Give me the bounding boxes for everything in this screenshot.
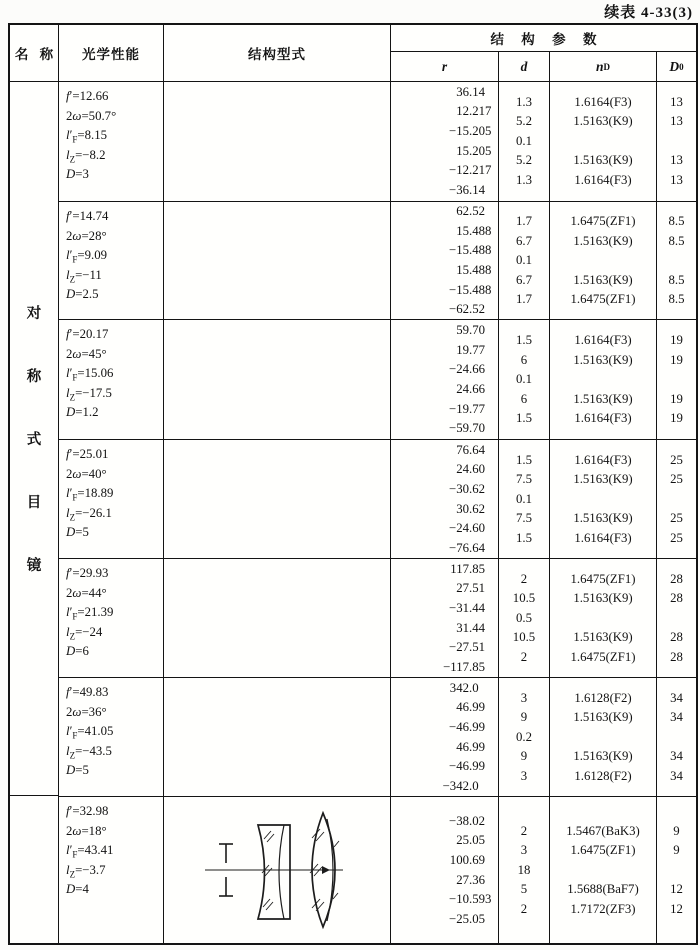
optical-performance-cell bbox=[59, 678, 164, 796]
optical-spec-line: 2ω=18° bbox=[66, 823, 107, 838]
optical-spec-line: $l'_F=18.89$ bbox=[66, 486, 114, 503]
d-value: 3 bbox=[520, 690, 528, 705]
r-value: 15 .205 bbox=[456, 143, 492, 158]
D0-value: 9 bbox=[673, 823, 680, 838]
structure-type-cell bbox=[164, 440, 391, 558]
r-value: 24 .66 bbox=[456, 382, 485, 396]
r-value: −10 .593 bbox=[448, 892, 492, 907]
nD-value: 1.5163(K9) bbox=[573, 272, 633, 287]
d-value: 1.5 bbox=[516, 411, 532, 426]
d-value: 2 bbox=[520, 571, 528, 586]
nD-value: 1.6475(ZF1) bbox=[570, 214, 636, 228]
D0-value: 9 bbox=[673, 843, 680, 858]
r-value: −12 .217 bbox=[448, 163, 492, 178]
D0-value: 25 bbox=[670, 511, 683, 526]
header-structure-parameters: 结 构 参 数 bbox=[391, 25, 696, 52]
D0-value: 28 bbox=[670, 649, 683, 664]
d-value: 6.7 bbox=[516, 272, 532, 287]
D0-column-cell bbox=[657, 202, 696, 319]
nD-column-cell bbox=[550, 797, 657, 943]
nD-value: 1.5163(K9) bbox=[573, 749, 633, 764]
d-value: 3 bbox=[520, 843, 528, 858]
optical-spec-line: D=2.5 bbox=[66, 287, 99, 302]
D0-column-cell bbox=[657, 320, 696, 439]
d-value: 1.7 bbox=[516, 292, 532, 307]
nD-value: 1.6164(F3) bbox=[574, 94, 632, 109]
nD-value: 1.6475(ZF1) bbox=[570, 649, 636, 664]
group-label-char: 镜 bbox=[26, 558, 42, 574]
d-column-cell bbox=[499, 559, 550, 677]
d-value: 1.3 bbox=[516, 172, 532, 187]
optical-spec-line: f′=29.93 bbox=[66, 566, 109, 580]
d-value: 3 bbox=[520, 768, 528, 783]
lens-data-block bbox=[59, 796, 696, 943]
structure-type-cell bbox=[164, 320, 391, 439]
r-value: −27 .51 bbox=[448, 640, 485, 655]
D0-value: 8.5 bbox=[668, 292, 685, 307]
optical-spec-line: $l'_F=43.41$ bbox=[66, 843, 114, 860]
optical-performance-cell bbox=[59, 797, 164, 943]
lens-data-block bbox=[59, 439, 696, 558]
group-label-char: 目 bbox=[26, 495, 42, 511]
structure-type-cell bbox=[164, 678, 391, 796]
lens-data-block bbox=[59, 677, 696, 796]
r-column-cell bbox=[391, 678, 499, 796]
optical-spec-line: D=1.2 bbox=[66, 405, 99, 420]
header-sub-r: r bbox=[391, 52, 499, 81]
lens-data-block bbox=[59, 82, 696, 201]
optical-spec-line: $l'_F=9.09$ bbox=[66, 248, 108, 265]
D0-column-cell bbox=[657, 797, 696, 943]
r-value: −342 .0 bbox=[442, 778, 479, 793]
D0-value: 19 bbox=[670, 411, 683, 426]
d-value: 18 bbox=[517, 862, 531, 877]
optical-spec-line: 2ω=45° bbox=[66, 346, 107, 361]
d-column-cell bbox=[499, 320, 550, 439]
group-label-char: 式 bbox=[26, 432, 42, 448]
header-sub-row bbox=[391, 52, 696, 81]
optical-spec-line: 2ω=40° bbox=[66, 466, 107, 481]
header-sub-nD: n D bbox=[550, 52, 657, 81]
table-body bbox=[10, 82, 696, 943]
data-blocks bbox=[59, 82, 696, 943]
d-column-cell bbox=[499, 678, 550, 796]
d-value: 0.2 bbox=[516, 729, 532, 744]
group-label-symmetric-eyepiece bbox=[10, 82, 58, 796]
d-value: 2 bbox=[520, 823, 528, 838]
optical-spec-line: D=4 bbox=[66, 882, 89, 897]
r-value: −31 .44 bbox=[448, 600, 485, 615]
d-column-cell bbox=[499, 202, 550, 319]
nD-value: 1.5163(K9) bbox=[573, 472, 633, 487]
group-label-char: 对 bbox=[26, 306, 42, 322]
table-header-row bbox=[10, 25, 696, 82]
header-optical-performance: 光学性能 bbox=[59, 25, 164, 81]
optical-performance-cell bbox=[59, 320, 164, 439]
optical-performance-cell bbox=[59, 559, 164, 677]
r-value: −38 .02 bbox=[448, 813, 485, 828]
nD-column-cell bbox=[550, 678, 657, 796]
D0-value: 34 bbox=[670, 690, 683, 705]
optical-spec-line: f′=32.98 bbox=[66, 804, 109, 818]
d-column-cell bbox=[499, 82, 550, 201]
nD-value: 1.6475(ZF1) bbox=[570, 843, 636, 858]
nD-value: 1.6475(ZF1) bbox=[570, 571, 636, 586]
r-value: 24 .60 bbox=[456, 462, 485, 477]
optical-spec-line: $l'_F=8.15$ bbox=[66, 128, 108, 145]
D0-value: 34 bbox=[670, 768, 683, 783]
structure-type-cell bbox=[164, 82, 391, 201]
d-value: 0.1 bbox=[516, 253, 532, 268]
r-value: 27 .51 bbox=[456, 581, 485, 596]
nD-value: 1.5688(BaF7) bbox=[567, 882, 639, 897]
r-value: 117 .85 bbox=[450, 561, 485, 576]
r-value: −24 .60 bbox=[448, 521, 485, 536]
r-value: 36 .14 bbox=[456, 84, 485, 99]
nD-column-cell bbox=[550, 559, 657, 677]
d-value: 7.5 bbox=[516, 472, 532, 487]
d-value: 5 bbox=[520, 882, 528, 897]
page-title: 续表 4-33(3) bbox=[604, 5, 693, 21]
D0-value: 19 bbox=[670, 391, 683, 406]
optical-spec-line: $l'_F=41.05$ bbox=[66, 724, 114, 741]
optical-spec-line: f′=14.74 bbox=[66, 209, 109, 223]
nD-value: 1.6164(F3) bbox=[574, 411, 632, 426]
d-value: 1.5 bbox=[516, 452, 532, 467]
nD-value: 1.5163(K9) bbox=[573, 591, 633, 606]
nD-value: 1.5163(K9) bbox=[573, 233, 633, 248]
nD-value: 1.5163(K9) bbox=[573, 710, 633, 725]
r-value: 31 .44 bbox=[456, 620, 485, 635]
nD-value: 1.6164(F3) bbox=[574, 333, 632, 347]
group-label-char: 称 bbox=[26, 369, 42, 385]
d-value: 2 bbox=[520, 649, 528, 664]
nD-value: 1.6475(ZF1) bbox=[570, 292, 636, 307]
nD-value: 1.6164(F3) bbox=[574, 530, 632, 545]
r-column-cell bbox=[391, 440, 499, 558]
header-structure-type: 结构型式 bbox=[164, 25, 391, 81]
D0-value: 34 bbox=[670, 749, 683, 764]
nD-value: 1.6128(F2) bbox=[574, 768, 632, 783]
optical-spec-line: D=5 bbox=[66, 763, 89, 778]
optical-performance-cell bbox=[59, 440, 164, 558]
optical-spec-line: $l_Z=-3.7$ bbox=[66, 862, 106, 880]
optical-spec-line: $l_Z=-11$ bbox=[66, 267, 102, 285]
r-column-cell bbox=[391, 797, 499, 943]
r-value: −24 .66 bbox=[448, 362, 485, 377]
optical-spec-line: f′=25.01 bbox=[66, 447, 109, 461]
optical-spec-line: $l'_F=21.39$ bbox=[66, 605, 114, 622]
r-value: −15 .205 bbox=[448, 123, 492, 138]
r-value: −25 .05 bbox=[448, 911, 485, 926]
optical-spec-line: $l_Z=-26.1$ bbox=[66, 505, 112, 523]
d-value: 10.5 bbox=[512, 591, 536, 606]
nD-value: 1.6164(F3) bbox=[574, 452, 632, 467]
r-value: 46 .99 bbox=[456, 700, 485, 715]
optical-spec-line: f′=12.66 bbox=[66, 89, 109, 103]
D0-value: 12 bbox=[670, 901, 683, 916]
d-column-cell bbox=[499, 797, 550, 943]
optical-spec-line: D=6 bbox=[66, 644, 89, 659]
r-value: 25 .05 bbox=[456, 833, 485, 848]
D0-value: 34 bbox=[670, 710, 683, 725]
d-value: 6 bbox=[520, 391, 528, 406]
r-value: 27 .36 bbox=[456, 872, 485, 887]
nD-value: 1.6128(F2) bbox=[574, 690, 632, 705]
optical-spec-line: 2ω=44° bbox=[66, 585, 107, 600]
d-value: 0.5 bbox=[516, 610, 532, 625]
D0-value: 8.5 bbox=[668, 214, 685, 228]
r-value: −117 .85 bbox=[443, 659, 485, 674]
nD-value: 1.5163(K9) bbox=[573, 511, 633, 526]
optical-spec-line: D=3 bbox=[66, 167, 89, 182]
r-value: −46 .99 bbox=[448, 719, 485, 734]
D0-column-cell bbox=[657, 82, 696, 201]
optical-spec-line: $l_Z=-8.2$ bbox=[66, 147, 106, 165]
D0-value: 19 bbox=[670, 333, 683, 347]
r-value: 15 .488 bbox=[456, 263, 492, 277]
optical-spec-line: 2ω=36° bbox=[66, 704, 107, 719]
optical-spec-line: $l_Z=-24$ bbox=[66, 624, 103, 642]
header-sub-D0: D 0 bbox=[669, 58, 684, 74]
optical-spec-line: $l_Z=-17.5$ bbox=[66, 385, 112, 403]
r-value: 30 .62 bbox=[456, 501, 485, 516]
r-value: −19 .77 bbox=[448, 401, 485, 416]
d-value: 5.2 bbox=[516, 153, 532, 168]
D0-value: 13 bbox=[670, 172, 683, 187]
D0-value: 13 bbox=[670, 94, 683, 109]
optical-spec-line: $l_Z=-43.5$ bbox=[66, 743, 112, 761]
d-value: 6 bbox=[520, 352, 528, 367]
r-value: 46 .99 bbox=[456, 739, 485, 754]
r-value: 59 .70 bbox=[456, 323, 485, 338]
optical-spec-line: $l'_F=15.06$ bbox=[66, 366, 114, 383]
nD-value: 1.7172(ZF3) bbox=[570, 901, 636, 916]
d-value: 5.2 bbox=[516, 114, 532, 129]
r-value: 15 .488 bbox=[456, 223, 492, 238]
r-value: 76 .64 bbox=[456, 442, 485, 457]
D0-value: 12 bbox=[670, 882, 683, 897]
D0-value: 13 bbox=[670, 114, 683, 129]
d-value: 1.7 bbox=[516, 214, 532, 228]
structure-type-cell bbox=[164, 202, 391, 319]
nD-column-cell bbox=[550, 440, 657, 558]
optical-spec-line: 2ω=50.7° bbox=[66, 108, 117, 123]
nD-column-cell bbox=[550, 82, 657, 201]
r-value: −76 .64 bbox=[448, 540, 485, 555]
D0-value: 19 bbox=[670, 352, 683, 367]
optical-spec-line: f′=49.83 bbox=[66, 685, 109, 699]
D0-value: 28 bbox=[670, 571, 683, 586]
name-cell-empty bbox=[10, 796, 58, 943]
name-column bbox=[10, 82, 59, 943]
r-value: 100 .69 bbox=[449, 852, 485, 867]
nD-value: 1.5163(K9) bbox=[573, 391, 633, 406]
r-value: −30 .62 bbox=[448, 481, 485, 496]
r-value: −62 .52 bbox=[448, 302, 485, 317]
d-value: 1.5 bbox=[516, 333, 532, 347]
nD-value: 1.5163(K9) bbox=[573, 630, 633, 645]
r-value: −15 .488 bbox=[448, 282, 492, 297]
header-name: 名 称 bbox=[10, 25, 59, 81]
D0-value: 25 bbox=[670, 472, 683, 487]
r-value: −15 .488 bbox=[448, 243, 492, 258]
r-value: −59 .70 bbox=[448, 421, 485, 436]
structure-type-cell bbox=[164, 797, 391, 943]
r-value: −36 .14 bbox=[448, 182, 485, 197]
header-sub-d: d bbox=[499, 52, 550, 81]
D0-value: 28 bbox=[670, 630, 683, 645]
D0-column-cell bbox=[657, 678, 696, 796]
D0-value: 8.5 bbox=[668, 272, 685, 287]
r-column-cell bbox=[391, 320, 499, 439]
optical-spec-line: 2ω=28° bbox=[66, 228, 107, 243]
D0-value: 13 bbox=[670, 153, 683, 168]
d-value: 1.5 bbox=[516, 530, 532, 545]
optical-performance-cell bbox=[59, 82, 164, 201]
nD-column-cell bbox=[550, 202, 657, 319]
nD-value: 1.5467(BaK3) bbox=[566, 823, 640, 838]
d-value: 1.3 bbox=[516, 94, 532, 109]
d-column-cell bbox=[499, 440, 550, 558]
d-value: 2 bbox=[520, 901, 528, 916]
D0-column-cell bbox=[657, 440, 696, 558]
header-structure-parameters-group bbox=[391, 25, 696, 81]
optical-spec-line: D=5 bbox=[66, 525, 89, 540]
nD-column-cell bbox=[550, 320, 657, 439]
nD-value: 1.5163(K9) bbox=[573, 352, 633, 367]
r-value: 19 .77 bbox=[456, 342, 485, 357]
optical-performance-cell bbox=[59, 202, 164, 319]
D0-column-cell bbox=[657, 559, 696, 677]
r-column-cell bbox=[391, 559, 499, 677]
r-column-cell bbox=[391, 202, 499, 319]
r-value: −46 .99 bbox=[448, 759, 485, 774]
d-value: 0.1 bbox=[516, 372, 532, 387]
lens-data-block bbox=[59, 319, 696, 439]
d-value: 6.7 bbox=[516, 233, 532, 248]
r-value: 12 .217 bbox=[456, 104, 492, 119]
nD-value: 1.5163(K9) bbox=[573, 114, 633, 129]
eyepiece-parameters-table bbox=[8, 23, 698, 945]
d-value: 9 bbox=[520, 710, 528, 725]
d-value: 0.1 bbox=[516, 133, 532, 148]
d-value: 10.5 bbox=[512, 630, 536, 645]
optical-spec-line: f′=20.17 bbox=[66, 327, 109, 341]
d-value: 9 bbox=[520, 749, 528, 764]
D0-value: 25 bbox=[670, 530, 683, 545]
lens-data-block bbox=[59, 558, 696, 677]
d-value: 0.1 bbox=[516, 491, 532, 506]
d-value: 7.5 bbox=[516, 511, 532, 526]
D0-value: 25 bbox=[670, 452, 683, 467]
D0-value: 8.5 bbox=[668, 233, 685, 248]
r-value: 342 .0 bbox=[449, 680, 479, 695]
structure-type-cell bbox=[164, 559, 391, 677]
lens-diagram bbox=[197, 803, 357, 938]
r-column-cell bbox=[391, 82, 499, 201]
nD-value: 1.5163(K9) bbox=[573, 153, 633, 168]
lens-data-block bbox=[59, 201, 696, 319]
r-value: 62 .52 bbox=[456, 204, 485, 219]
D0-value: 28 bbox=[670, 591, 683, 606]
nD-value: 1.6164(F3) bbox=[574, 172, 632, 187]
